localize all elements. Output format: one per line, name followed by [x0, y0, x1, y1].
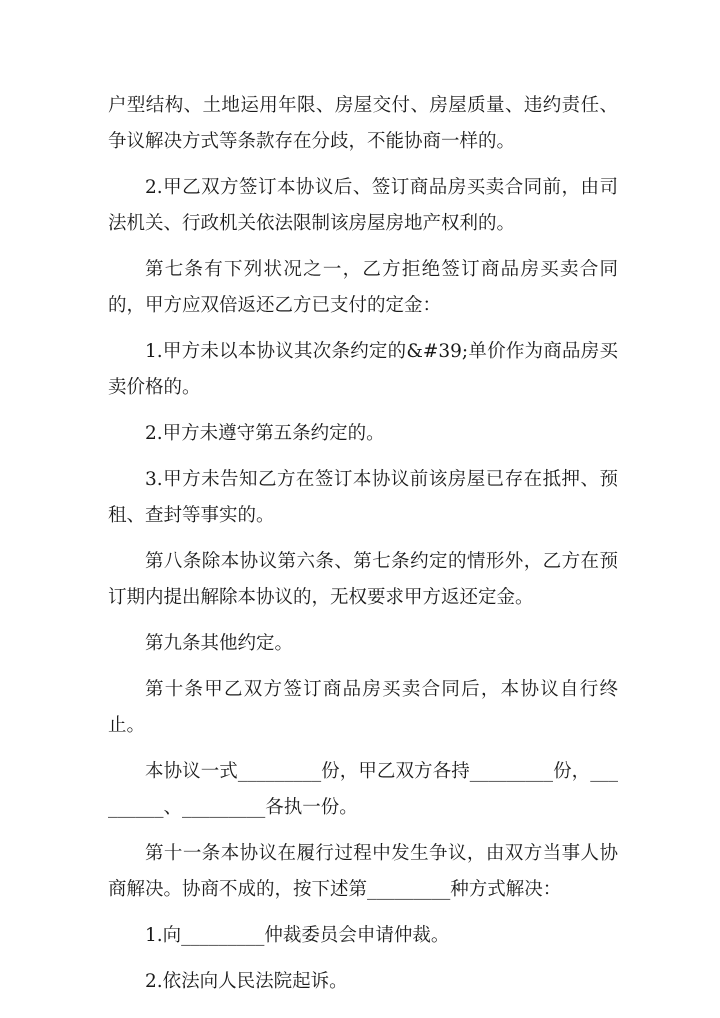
paragraph-article-8: 第八条除本协议第六条、第七条约定的情形外，乙方在预订期内提出解除本协议的，无权要求甲方返还定金。	[108, 551, 618, 608]
paragraph-article-11-item-2: 2.依法向人民法院起诉。	[145, 971, 348, 992]
paragraph-article-7: 第七条有下列状况之一，乙方拒绝签订商品房买卖合同的，甲方应双倍返还乙方已支付的定金：	[108, 259, 618, 316]
paragraph-copies: 本协议一式_________份，甲乙双方各持_________份，_________、_________各执一份。	[108, 761, 618, 818]
paragraph-continuation: 户型结构、土地运用年限、房屋交付、房屋质量、违约责任、争议解决方式等条款存在分歧，不能协商一样的。	[108, 95, 618, 152]
paragraph-article-10: 第十条甲乙双方签订商品房买卖合同后，本协议自行终止。	[108, 679, 618, 736]
paragraph-article-11: 第十一条本协议在履行过程中发生争议，由双方当事人协商解决。协商不成的，按下述第_________种方式解决：	[108, 843, 618, 900]
paragraph-article-9: 第九条其他约定。	[145, 633, 294, 654]
document-body	[108, 88, 618, 1010]
paragraph-article-7-item-3: 3.甲方未告知乙方在签订本协议前该房屋已存在抵押、预租、查封等事实的。	[108, 469, 618, 526]
paragraph-article-7-item-1: 1.甲方未以本协议其次条约定的&#39;单价作为商品房买卖价格的。	[108, 341, 618, 398]
paragraph-article-11-item-1: 1.向_________仲裁委员会申请仲裁。	[145, 925, 450, 946]
paragraph-article-7-item-2: 2.甲方未遵守第五条约定的。	[145, 423, 385, 444]
paragraph-item-2: 2.甲乙双方签订本协议后、签订商品房买卖合同前，由司法机关、行政机关依法限制该房屋房地产权利的。	[108, 177, 618, 234]
